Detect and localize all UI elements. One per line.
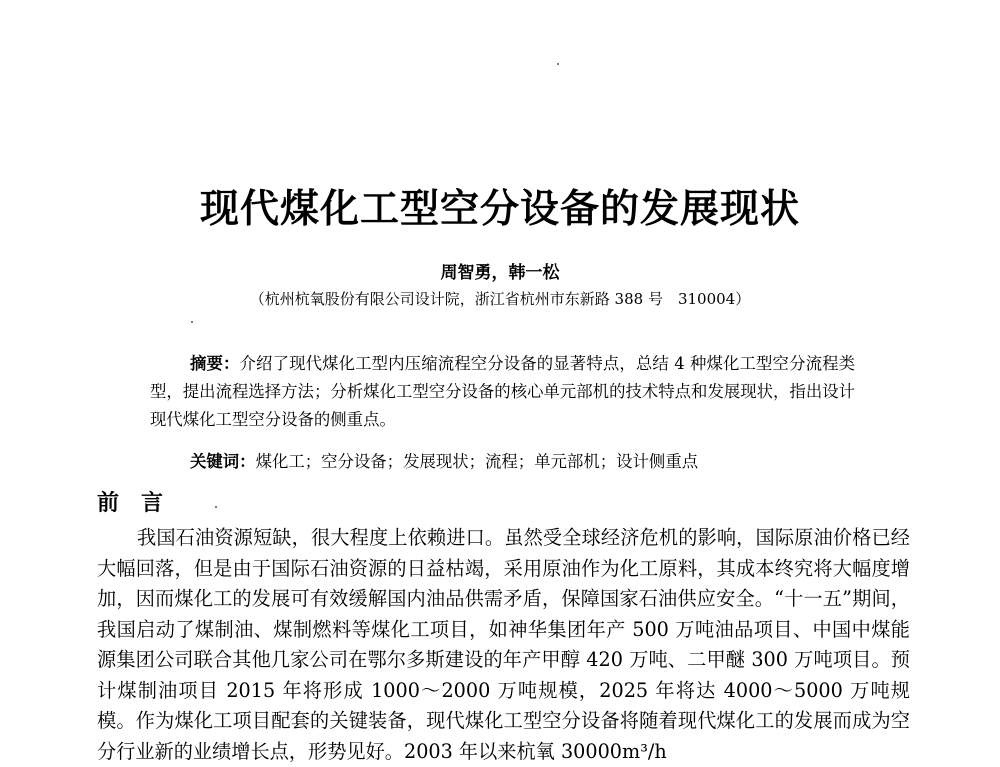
body-paragraph: 我国石油资源短缺，很大程度上依赖进口。虽然受全球经济危机的影响，国际原油价格已经大幅回落，但是由于国际石油资源的日益枯竭，采用原油作为化工原料，其成本终究将大幅度增加，因而煤化工的发展可有效缓解国内油品供需矛盾，保障国家石油供应安全。“十一五”期间，我国启动了煤制油、煤制燃料等煤化工项目，如神华集团年产 500 万吨油品项目、中国中煤能源集团公司联合其他几家公司在鄂尔多斯建设的年产甲醇 420 万吨、二甲醚 300 万吨项目。预计煤制油项目 2015 年将形成 1000～2000 万吨规模，2025 年将达 4000～5000 万吨规模。作为煤化工项目配套的关键装备，现代煤化工型空分设备将随着现代煤化工的发展而成为空分行业新的业绩增长点，形势见好。2003 年以来杭氧 30000m³/h [97,526,910,763]
keywords-label: 关键词： [190,452,256,471]
paper-title: 现代煤化工型空分设备的发展现状 [199,187,800,232]
section-heading: 前言 [97,490,186,516]
abstract-label: 摘要： [190,354,240,373]
scan-speck [557,63,559,65]
keywords-text: 煤化工；空分设备；发展现状；流程；单元部机；设计侧重点 [255,452,699,471]
author-line: 周智勇，韩一松 [440,263,560,283]
abstract-paragraph [150,350,855,434]
affiliation-line: （杭州杭氧股份有限公司设计院，浙江省杭州市东新路 388 号 310004） [249,290,751,308]
scan-speck [215,506,217,508]
scan-speck [191,321,193,323]
abstract-text: 介绍了现代煤化工型内压缩流程空分设备的显著特点，总结 4 种煤化工型空分流程类型，提出流程选择方法；分析煤化工型空分设备的核心单元部机的技术特点和发展现状，指出设计现代煤化工型空分设备的侧重点。 [150,354,855,429]
keywords-line [190,448,698,476]
